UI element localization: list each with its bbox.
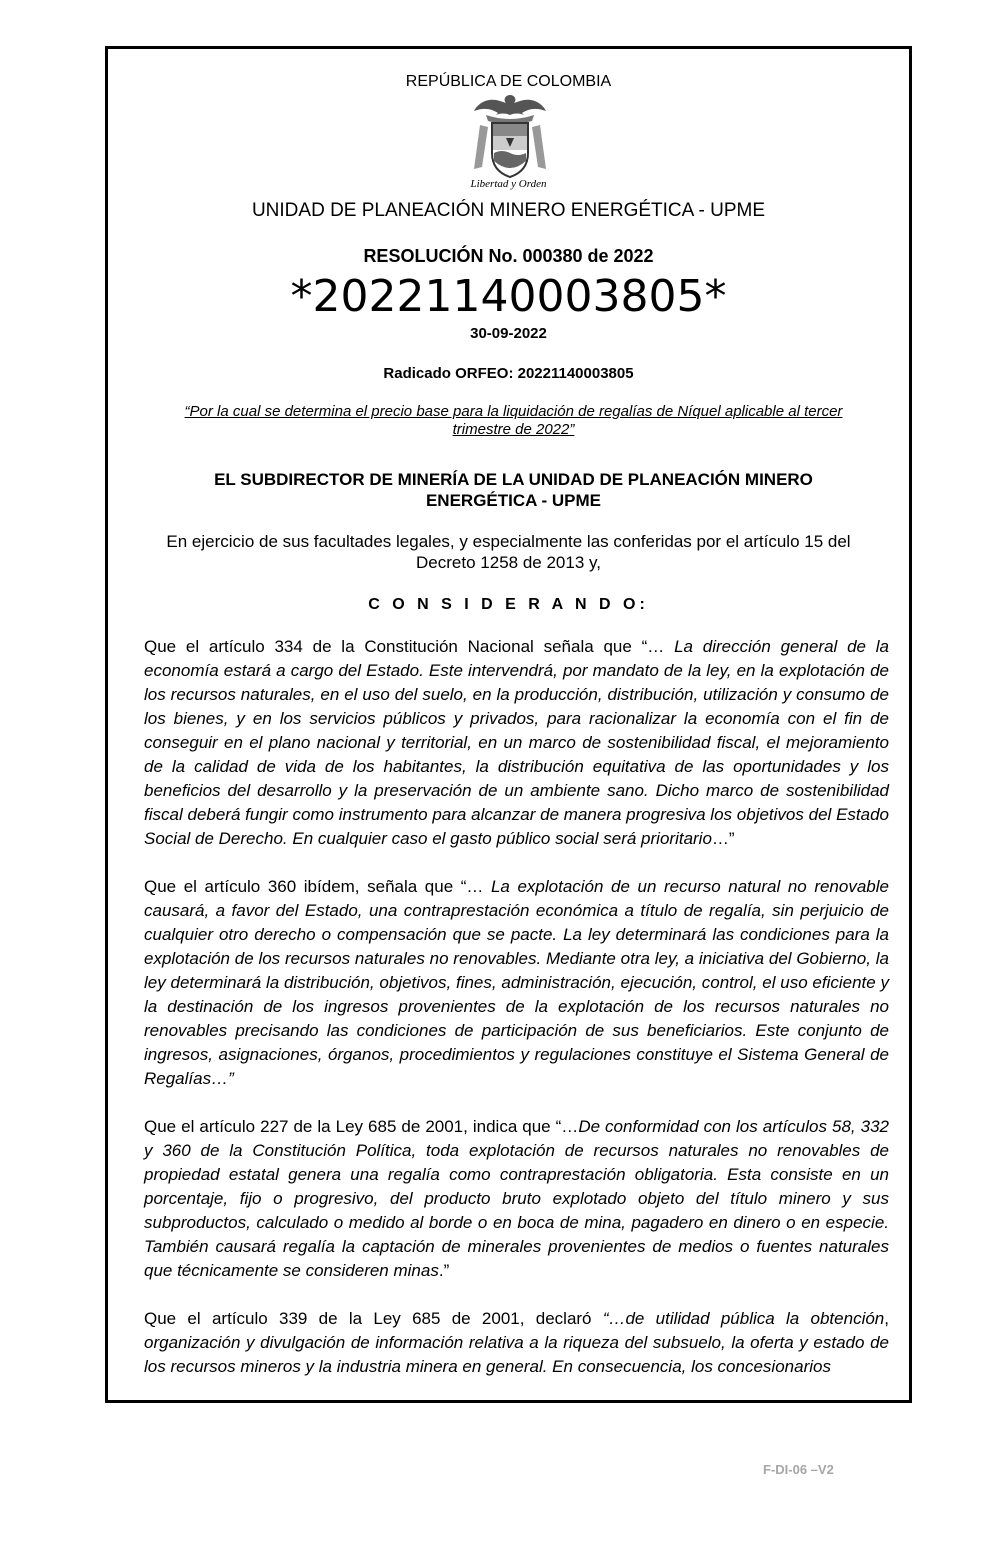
- motto: Libertad y Orden: [470, 178, 547, 190]
- paragraph-outro: .”: [438, 1261, 450, 1280]
- paragraph-outro: …”: [711, 829, 735, 848]
- paragraph-intro: Que el artículo 334 de la Constitución Nacional señala que “…: [144, 637, 675, 656]
- paragraph-quote-continued: organización y divulgación de información relativa a la riqueza del subsuelo, la oferta y estado de los recursos mineros y la industria minera en general. En consecuencia, los concesionarios: [144, 1333, 889, 1376]
- paragraph: [144, 1307, 889, 1379]
- paragraph-quote: La dirección general de la economía estará a cargo del Estado. Este intervendrá, por mandato de la ley, en la explotación de los recursos naturales, en el uso del suelo, en la producción, distribución, utilización y consumo de los bienes, y en los servicios públicos y privados, para racionalizar la economía con el fin de conseguir en el plano nacional y territorial, en un marco de sostenibilidad fiscal, el mejoramiento de la calidad de vida de los habitantes, la distribución equitativa de las oportunidades y los beneficios del desarrollo y la preservación de un ambiente sano. Dicho marco de sostenibilidad fiscal deberá fungir como instrumento para alcanzar de manera progresiva los objetivos del Estado Social de Derecho. En cualquier caso el gasto público social será prioritario: [144, 637, 890, 848]
- considerations-body: [144, 635, 889, 1403]
- paragraph-intro: Que el artículo 360 ibídem, señala que “…: [144, 877, 491, 896]
- paragraph-quote: De conformidad con los artículos 58, 332 y 360 de la Constitución Política, toda explotación de recursos naturales no renovables de propiedad estatal genera una regalía como contraprestación obligatoria. Esta consiste en un porcentaje, fijo o progresivo, del producto bruto explotado objeto del título minero y sus subproductos, calculado o medido al borde o en boca de mina, pagadero en dinero o en especie. También causará regalía la captación de minerales provenientes de medios o fuentes naturales que técnicamente se consideren minas: [144, 1117, 889, 1280]
- barcode-text: *20221140003805*: [290, 271, 727, 322]
- paragraph: [144, 875, 889, 1091]
- legal-powers: En ejercicio de sus facultades legales, y especialmente las conferidas por el artículo 15 del Decreto 1258 de 2013 y,: [166, 532, 851, 572]
- signer-title: EL SUBDIRECTOR DE MINERÍA DE LA UNIDAD DE PLANEACIÓN MINERO ENERGÉTICA - UPME: [214, 470, 813, 510]
- resolution-subject: “Por la cual se determina el precio base para la liquidación de regalías de Níquel aplicable al tercer trimestre de 2022”: [184, 403, 843, 438]
- paragraph-intro: Que el artículo 339 de la Ley 685 de 2001, declaró: [144, 1309, 603, 1328]
- paragraph-quote: La explotación de un recurso natural no renovable causará, a favor del Estado, una contraprestación económica a título de regalía, sin perjuicio de cualquier otro derecho o compensación que se pacte. La ley determinará las condiciones para la explotación de los recursos naturales no renovables. Mediante otra ley, a iniciativa del Gobierno, la ley determinará la distribución, objetivos, fines, administración, ejecución, control, el uso eficiente y la destinación de los ingresos provenientes de la explotación de los recursos naturales no renovables precisando las condiciones de participación de sus beneficiarios. Este conjunto de ingresos, asignaciones, órganos, procedimientos y regulaciones constituye el Sistema General de Regalías…”: [144, 877, 889, 1088]
- country-name: REPÚBLICA DE COLOMBIA: [405, 73, 612, 90]
- paragraph-outro: ,: [884, 1309, 889, 1328]
- entity-name: UNIDAD DE PLANEACIÓN MINERO ENERGÉTICA - UPME: [251, 200, 766, 221]
- paragraph: [144, 635, 889, 851]
- resolution-date: 30-09-2022: [470, 325, 547, 342]
- coat-of-arms-icon: [470, 91, 550, 191]
- form-code: F-DI-06 –V2: [763, 1462, 834, 1477]
- paragraph: [144, 1115, 889, 1283]
- paragraph-intro: Que el artículo 227 de la Ley 685 de 2001, indica que “…: [144, 1117, 579, 1136]
- paragraph-quote: “…de utilidad pública la obtención: [602, 1309, 885, 1328]
- resolution-number: RESOLUCIÓN No. 000380 de 2022: [363, 246, 654, 266]
- orfeo-number: Radicado ORFEO: 20221140003805: [383, 365, 634, 382]
- considerando-heading: C O N S I D E R A N D O:: [368, 596, 649, 613]
- document-frame: [105, 46, 912, 1403]
